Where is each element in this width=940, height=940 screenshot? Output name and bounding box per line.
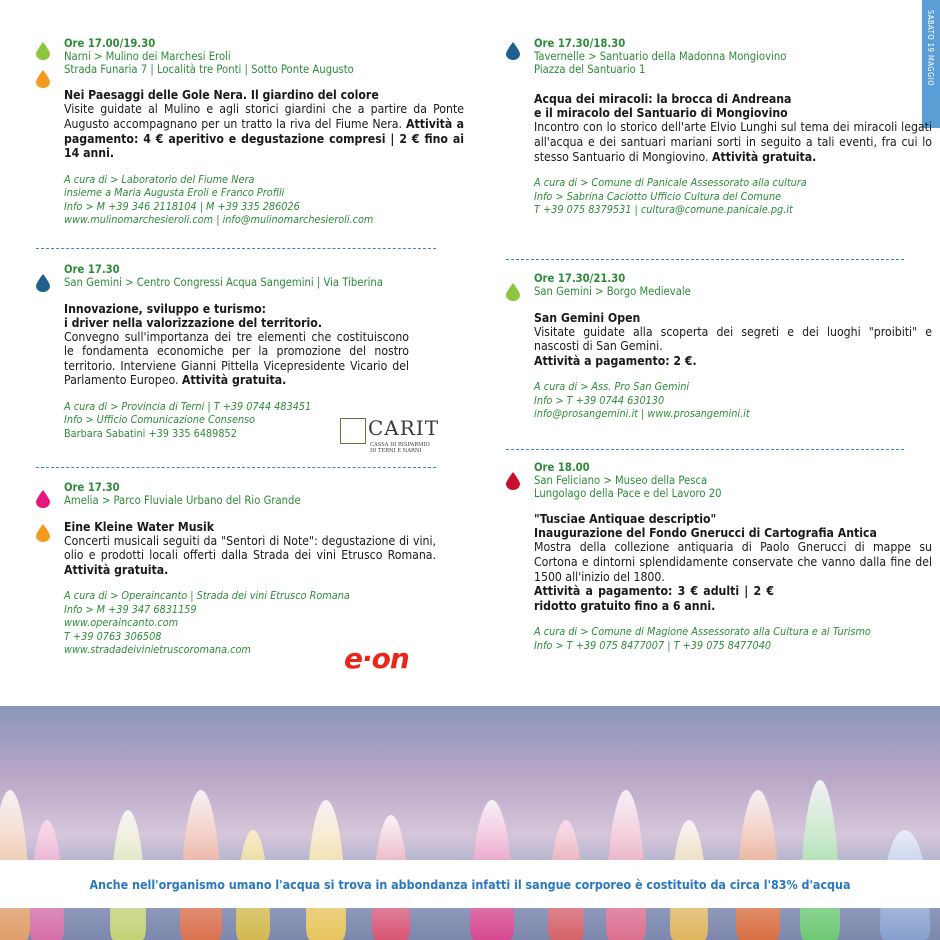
drop-icon	[506, 283, 520, 301]
event-title: "Tusciae Antiquae descriptio" Inaugurazione del Fondo Gnerucci di Cartografia Antica	[534, 512, 877, 541]
event-info: A cura di > Comune di Panicale Assessorato alla cultura Info > Sabrina Caciotto Ufficio Cultura del Comune T +39 075 8379531 | cultura@comune.panicale.pg.it	[534, 176, 932, 216]
event-link[interactable]: www.stradadeivinietruscoromana.com	[64, 643, 251, 656]
event-info: A cura di > Operaincanto | Strada dei vini Etrusco Romana Info > M +39 347 6831159 www.operaincanto.com T +39 0763 306508 www.stradadeivinietruscoromana.com	[64, 589, 464, 656]
drop-icon	[506, 42, 520, 60]
event-title: Acqua dei miracoli: la brocca di Andreana e il miracolo del Santuario di Mongiovino	[534, 92, 792, 121]
event-header	[534, 273, 932, 299]
carit-logo: CARIT CASSA DI RISPARMIO DI TERNI E NARNI	[340, 418, 436, 460]
event-description: Visitate guidate alla scoperta dei segreti e dei luoghi "proibiti" e nascosti di San Gemini. Attività a pagamento: 2 €.	[534, 324, 932, 368]
separator	[36, 467, 436, 468]
event-place: Narni > Mulino dei Marchesi Eroli	[64, 49, 231, 63]
event-link[interactable]: info@prosangemini.it | www.prosangemini.it	[534, 407, 750, 421]
event-address: Piazza del Santuario 1	[534, 62, 646, 76]
event-link[interactable]: www.mulinomarchesieroli.com | info@mulinomarchesieroli.com	[64, 212, 374, 226]
event-header	[64, 38, 464, 76]
drop-icon	[36, 70, 50, 88]
event-description: Convegno sull'importanza dei tre elementi che costituiscono le fondamenta economiche per la promozione del nostro territorio. Interviene Gianni Pittella Vicepresidente Vicario del Parlamento Europeo. Attività gratuita.	[64, 329, 409, 388]
separator	[506, 259, 904, 260]
event-address: Strada Funaria 7 | Località tre Ponti | Sotto Ponte Augusto	[64, 62, 354, 76]
event-narni	[36, 38, 464, 226]
eon-logo: e·on	[344, 642, 409, 675]
event-place: Amelia > Parco Fluviale Urbano del Rio Grande	[64, 493, 301, 507]
event-place: Tavernelle > Santuario della Madonna Mongiovino	[534, 49, 787, 63]
drop-icon	[36, 42, 50, 60]
event-san-gemini-convegno	[36, 264, 464, 440]
event-time: Ore 17.30/21.30	[534, 272, 626, 285]
event-san-gemini-open	[506, 273, 932, 421]
event-san-feliciano	[506, 462, 932, 652]
event-info: A cura di > Ass. Pro San Gemini Info > T +39 0744 630130 info@prosangemini.it | www.prosangemini.it	[534, 380, 932, 420]
event-link[interactable]: www.operaincanto.com	[64, 616, 179, 630]
event-info: A cura di > Comune di Magione Assessorato alla Cultura e al Turismo Info > T +39 075 8477007 | T +39 075 8477040	[534, 625, 871, 652]
event-title: Innovazione, sviluppo e turismo: i driver nella valorizzazione del territorio.	[64, 301, 322, 330]
drop-icon	[36, 490, 50, 508]
event-title: Nei Paesaggi delle Gole Nera. Il giardino del colore	[64, 88, 379, 103]
event-info: A cura di > Laboratorio del Fiume Nera insieme a Maria Augusta Eroli e Franco Profili Info > M +39 346 2118104 | M +39 335 286026 www.mulinomarchesieroli.com | info@mulinomarchesieroli.com	[64, 173, 464, 227]
event-title: San Gemini Open	[534, 310, 641, 325]
drop-icon	[506, 472, 520, 490]
event-info: A cura di > Provincia di Terni | T +39 0744 483451 Info > Ufficio Comunicazione Consenso Barbara Sabatini +39 335 6489852	[64, 399, 312, 440]
event-time: Ore 17.30	[64, 481, 120, 494]
event-tavernelle	[506, 38, 932, 216]
event-place: San Gemini > Centro Congressi Acqua Sangemini | Via Tiberina	[64, 275, 383, 289]
event-time: Ore 17.30/18.30	[534, 37, 626, 50]
footer-band	[0, 860, 940, 908]
event-header	[534, 38, 932, 76]
event-amelia	[36, 482, 464, 656]
event-time: Ore 18.00	[534, 461, 590, 474]
event-title: Eine Kleine Water Musik	[64, 519, 215, 534]
event-description: Incontro con lo storico dell'arte Elvio Lunghi sul tema dei miracoli legati all'acqua e dei santuari mariani sorti in seguito a tali eventi, fra cui lo stesso Santuario di Mongiovino. Attività gratuita.	[534, 120, 932, 164]
event-header	[534, 462, 932, 500]
carit-emblem	[340, 418, 366, 444]
footer-text: Anche nell'organismo umano l'acqua si trova in abbondanza infatti il sangue corporeo è costituito da circa l'83% d'acqua	[89, 876, 851, 892]
event-time: Ore 17.30	[64, 263, 120, 276]
event-address: Lungolago della Pace e del Lavoro 20	[534, 486, 722, 500]
event-place: San Feliciano > Museo della Pesca	[534, 473, 708, 487]
drop-icon	[36, 274, 50, 292]
event-description: Visite guidate al Mulino e agli storici giardini che a partire da Ponte Augusto accompagnano per un tratto la riva del Fiume Nera. Attività a pagamento: 4 € aperitivo e degustazione compresi | 2 € fino ai 14 anni.	[64, 102, 465, 161]
event-header	[64, 482, 464, 508]
event-header	[64, 264, 464, 290]
event-time: Ore 17.00/19.30	[64, 37, 156, 50]
event-description: Mostra della collezione antiquaria di Paolo Gnerucci di mappe su Cortona e dintorni splendidamente conservate che vanno dalla fine del 1500 all'inizio del 1800. Attività a pagamento: 3 € adulti | 2 € ridotto gratuito fino a 6 anni.	[534, 540, 932, 613]
event-place: San Gemini > Borgo Medievale	[534, 284, 691, 298]
drop-icon	[36, 524, 50, 542]
separator	[506, 449, 904, 450]
separator	[36, 248, 436, 249]
event-link[interactable]: T +39 075 8379531 | cultura@comune.panicale.pg.it	[534, 202, 793, 216]
side-date-text: SABATO 19 MAGGIO	[926, 10, 935, 87]
event-description: Concerti musicali seguiti da "Sentori di Note": degustazione di vini, olio e prodotti locali offerti dalla Strada dei vini Etrusco Romana. Attività gratuita.	[64, 533, 436, 577]
